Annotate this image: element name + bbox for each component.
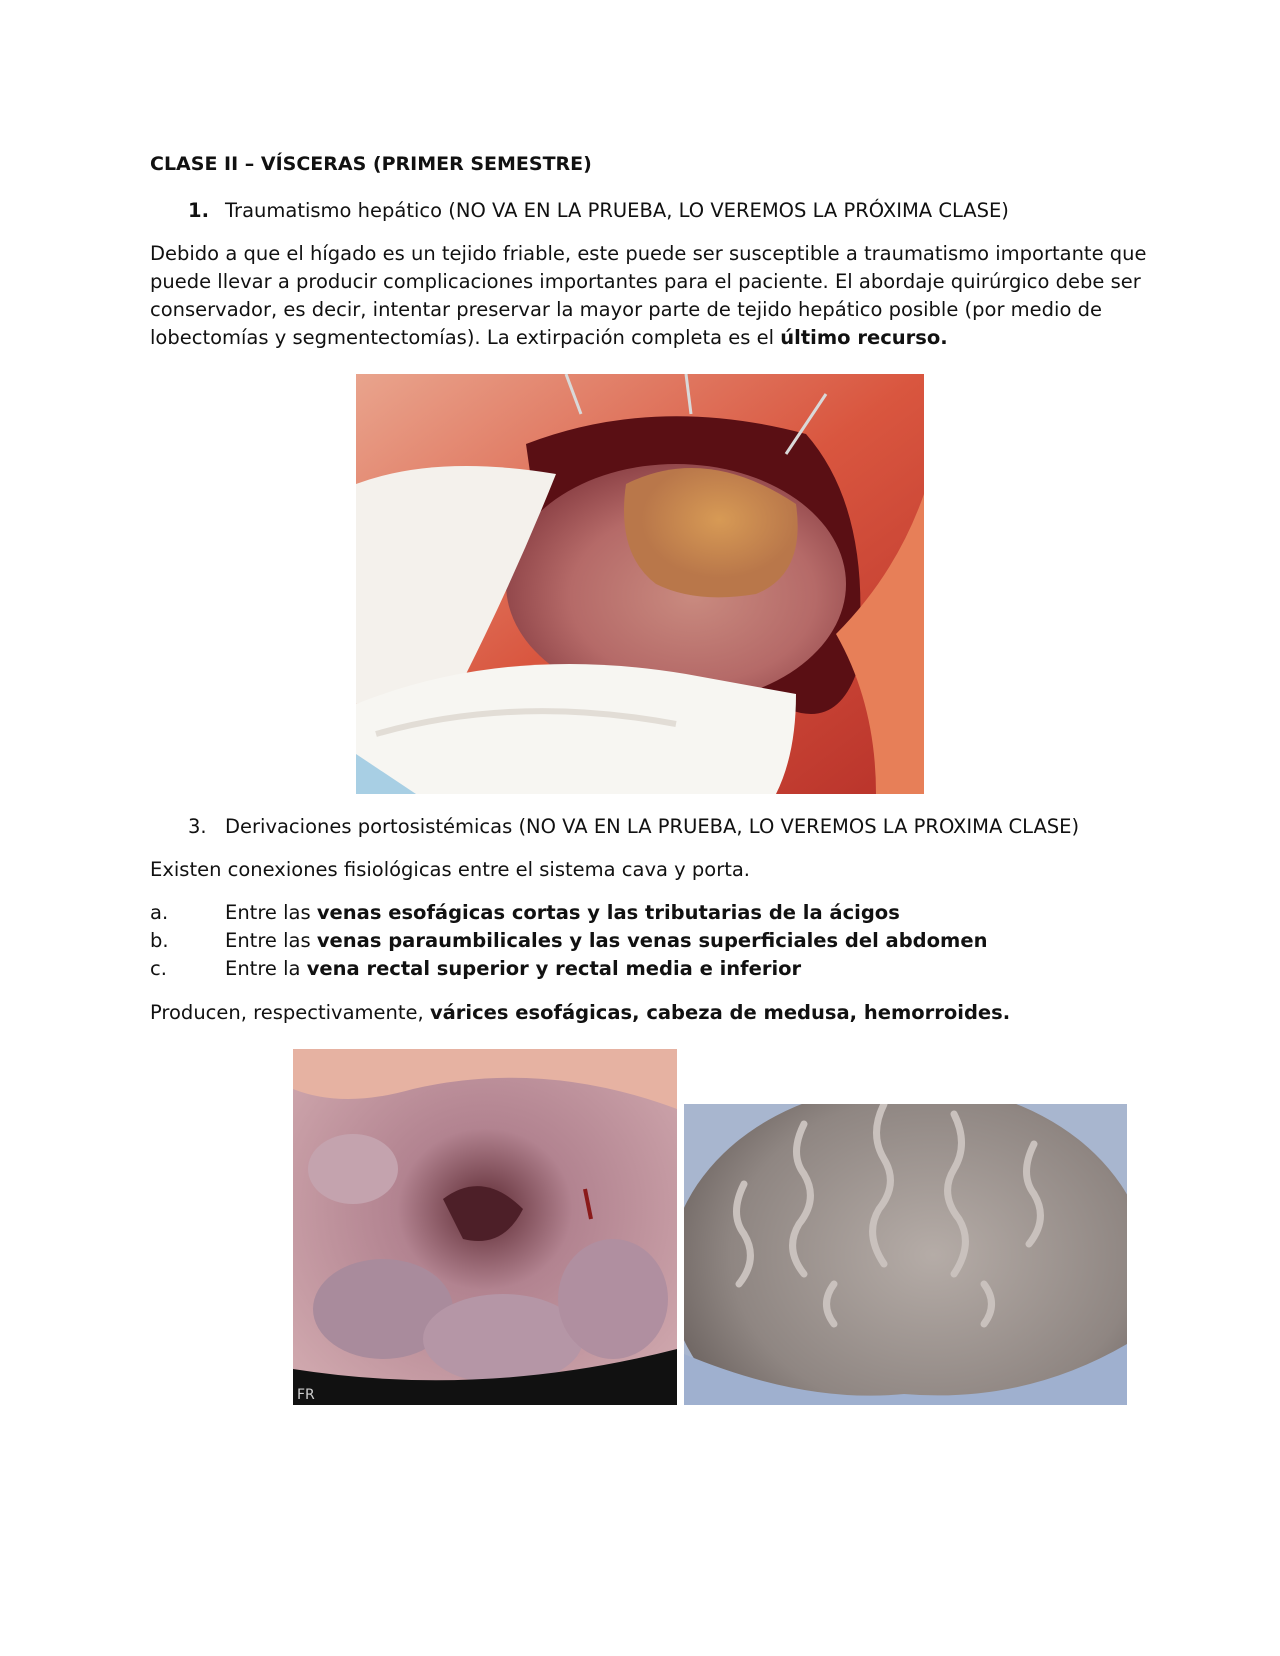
list-prefix: Entre la — [225, 957, 307, 980]
list-bold: vena rectal superior y rectal media e inferior — [306, 957, 802, 980]
esophageal-varices-image — [293, 1049, 677, 1405]
liver-surgery-image — [356, 374, 924, 794]
produce-bold: várices esofágicas, cabeza de medusa, hemorroides. — [429, 1001, 1011, 1024]
item-number: 3. — [188, 815, 207, 838]
paragraph-line: Debido a que el hígado es un tejido friable, este puede ser susceptible a traumatismo importante que — [150, 242, 1147, 265]
paragraph-line: puede llevar a producir complicaciones importantes para el paciente. El abordaje quirúrgico debe ser — [150, 270, 1141, 293]
paragraph-line — [150, 324, 1150, 352]
list-text — [225, 955, 801, 983]
paragraph-line: conservador, es decir, intentar preservar la mayor parte de tejido hepático posible (por medio de — [150, 298, 1102, 321]
list-marker: b. — [150, 929, 169, 952]
list-marker: c. — [150, 957, 167, 980]
list-bold: venas esofágicas cortas y las tributarias de la ácigos — [316, 901, 900, 924]
connections-intro: Existen conexiones fisiológicas entre el sistema cava y porta. — [150, 858, 751, 881]
emphasis-text: último recurso. — [780, 326, 948, 349]
paragraph-liver-trauma — [150, 240, 1150, 352]
line-text: lobectomías y segmentectomías). La extirpación completa es el — [150, 326, 781, 349]
item-label: Traumatismo hepático (NO VA EN LA PRUEBA, LO VEREMOS LA PRÓXIMA CLASE) — [225, 199, 1009, 222]
list-text — [225, 899, 900, 927]
list-text — [225, 927, 987, 955]
list-prefix: Entre las — [225, 929, 317, 952]
caput-medusae-image — [684, 1104, 1127, 1405]
item-label: Derivaciones portosistémicas (NO VA EN LA PRUEBA, LO VEREMOS LA PROXIMA CLASE) — [225, 815, 1080, 838]
image-watermark: FR — [297, 1387, 315, 1403]
produce-plain: Producen, respectivamente, — [150, 1001, 430, 1024]
produce-sentence — [150, 999, 1010, 1027]
item-number: 1. — [188, 199, 209, 222]
list-prefix: Entre las — [225, 901, 317, 924]
list-marker: a. — [150, 901, 169, 924]
page-heading: CLASE II – VÍSCERAS (PRIMER SEMESTRE) — [150, 153, 592, 175]
list-bold: venas paraumbilicales y las venas superficiales del abdomen — [316, 929, 988, 952]
